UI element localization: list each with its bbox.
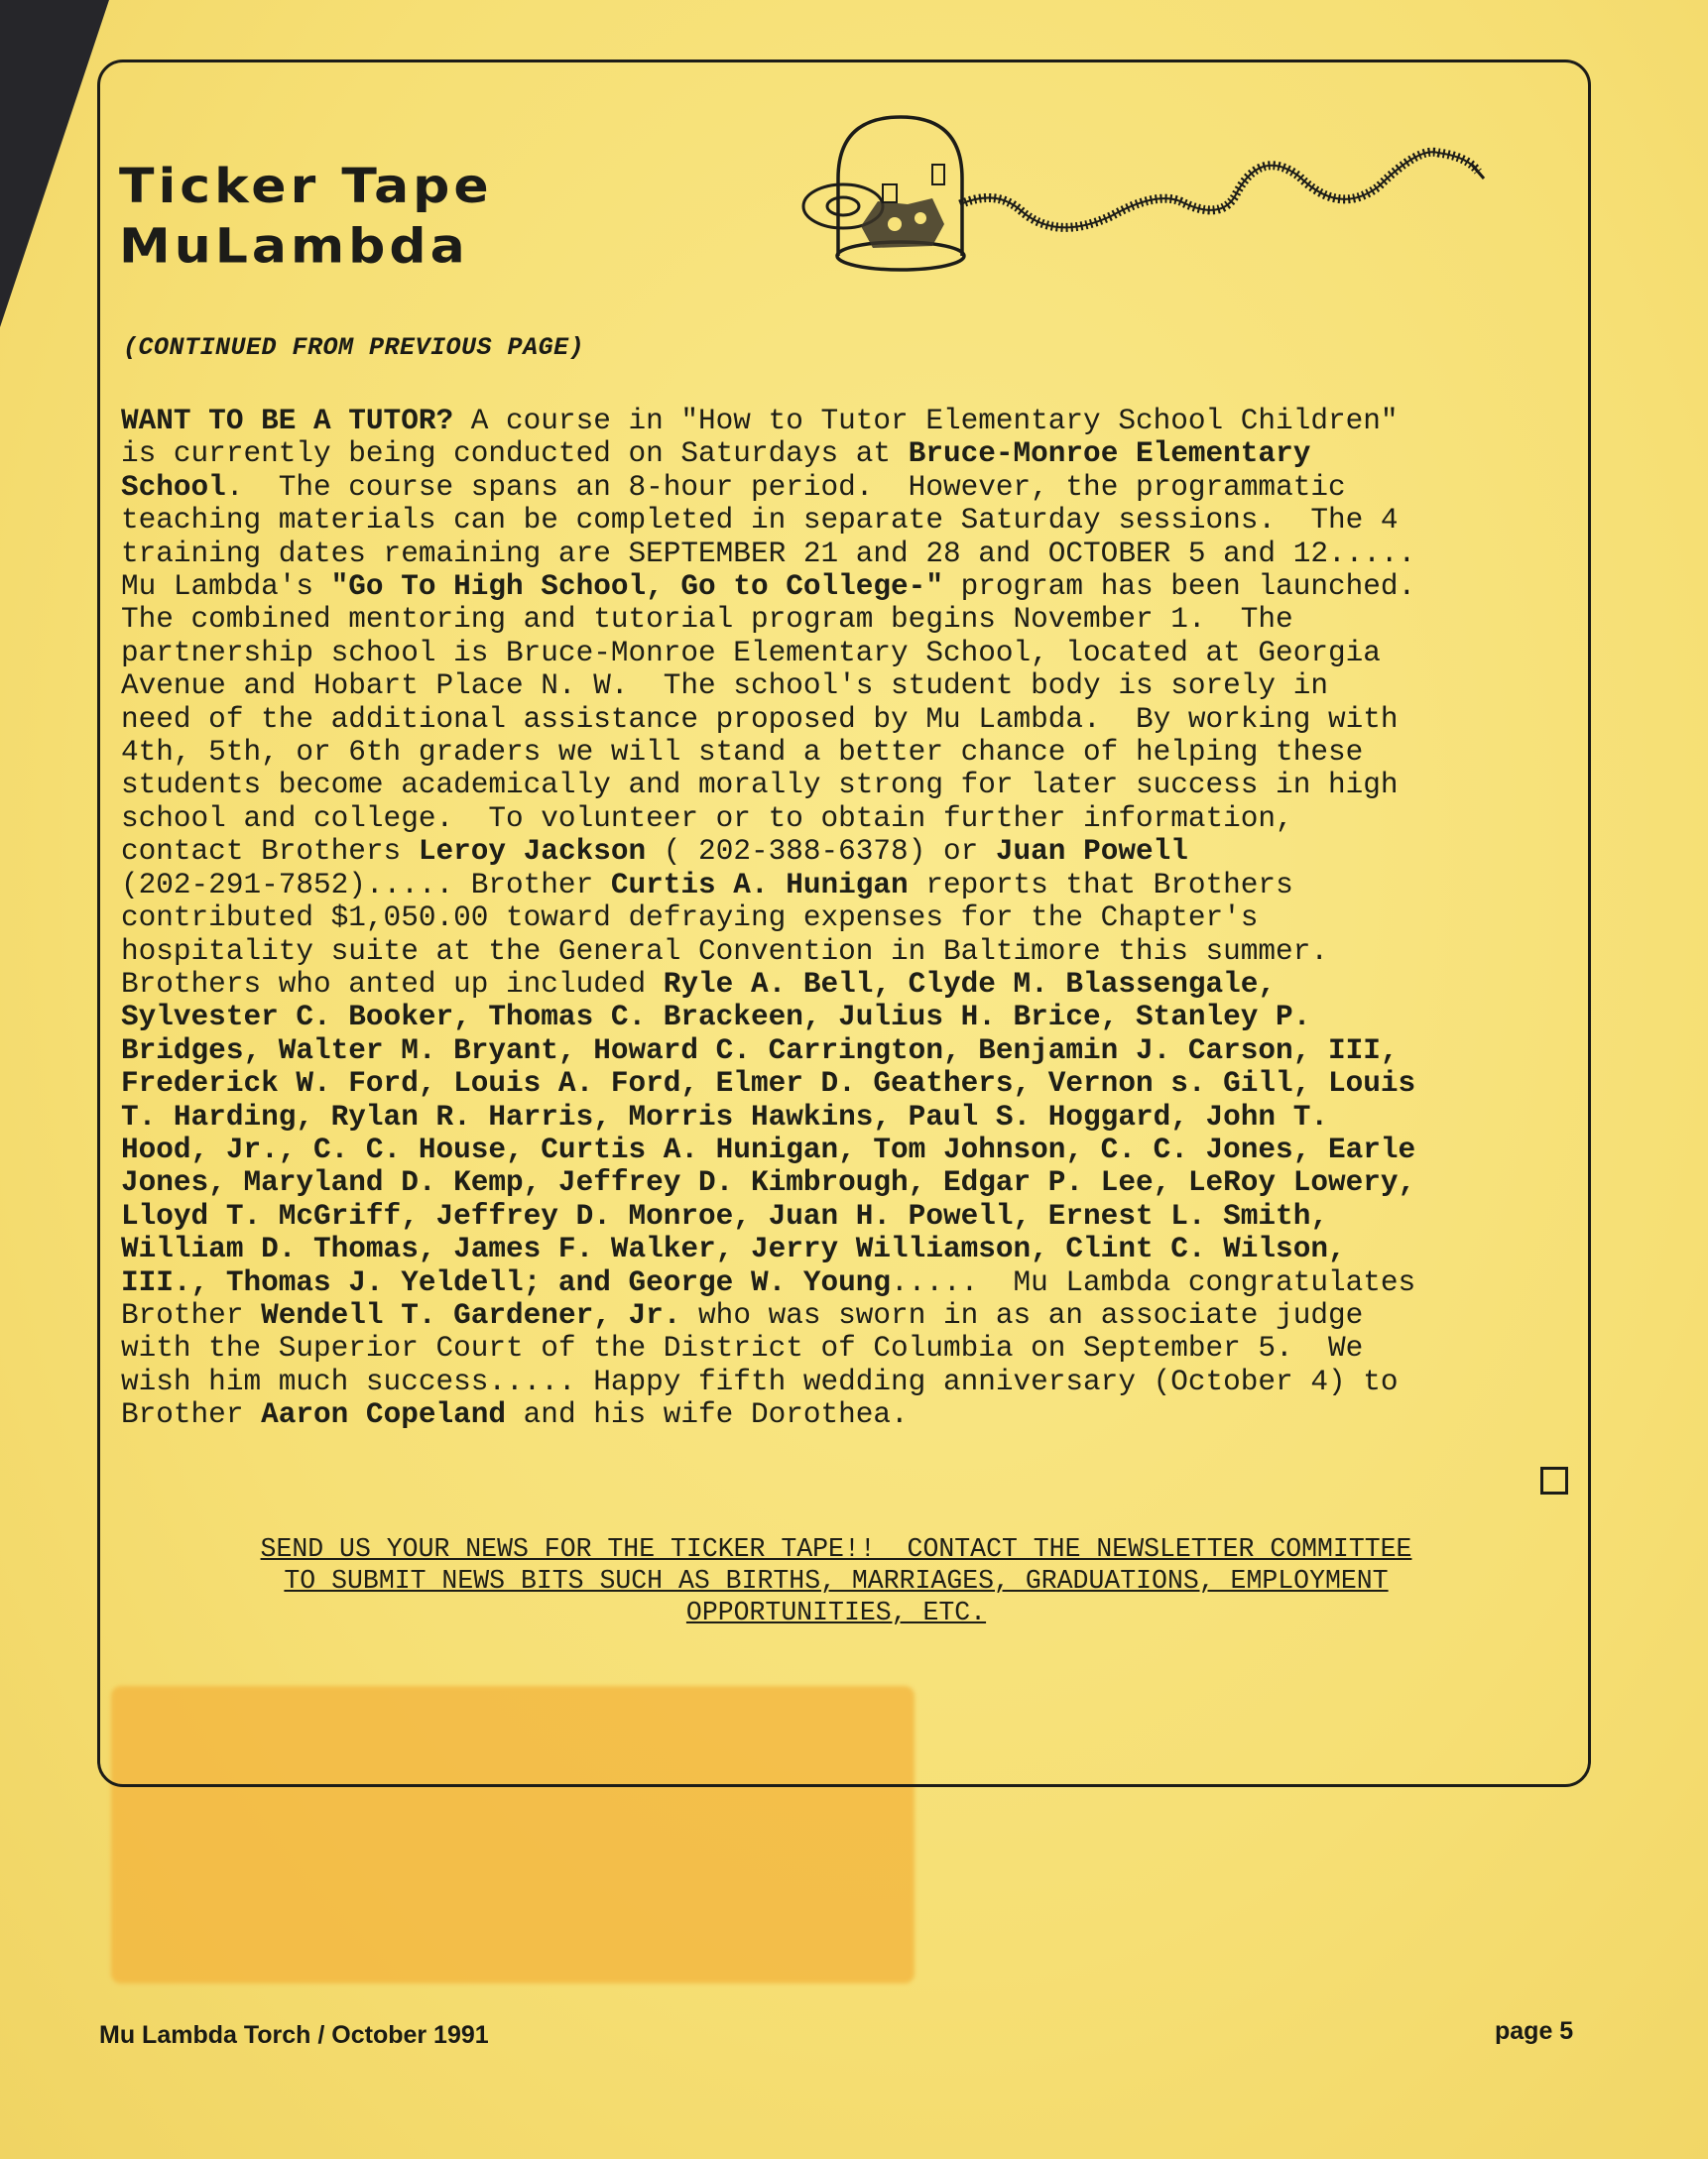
send-news-line: TO SUBMIT NEWS BITS SUCH AS BIRTHS, MARRIAGES, GRADUATIONS, EMPLOYMENT bbox=[284, 1566, 1389, 1596]
bold-text-run: William D. Thomas, James F. Walker, Jerry Williamson, Clint C. Wilson, bbox=[121, 1233, 1346, 1266]
text-run: contributed $1,050.00 toward defraying expenses for the Chapter's bbox=[121, 901, 1259, 935]
bold-text-run: Ryle A. Bell, Clyde M. Blassengale, bbox=[663, 967, 1277, 1001]
bold-text-run: School bbox=[121, 470, 226, 504]
text-run: with the Superior Court of the District of Columbia on September 5. We bbox=[121, 1332, 1364, 1366]
bold-text-run: III., Thomas J. Yeldell; and George W. Young bbox=[121, 1265, 892, 1299]
text-run: Brothers who anted up included bbox=[121, 967, 664, 1001]
text-run: program has been launched. bbox=[942, 570, 1416, 604]
text-run: wish him much success..... Happy fifth wedding anniversary (October 4) to bbox=[121, 1365, 1399, 1398]
article-line bbox=[121, 901, 1569, 934]
bold-text-run: Jones, Maryland D. Kemp, Jeffrey D. Kimbrough, Edgar P. Lee, LeRoy Lowery, bbox=[121, 1166, 1416, 1200]
continued-note: (CONTINUED FROM PREVIOUS PAGE) bbox=[123, 333, 585, 362]
text-run: teaching materials can be completed in separate Saturday sessions. The 4 bbox=[121, 504, 1399, 538]
send-news-notice bbox=[127, 1533, 1545, 1628]
text-run: A course in "How to Tutor Elementary School Children" bbox=[453, 405, 1399, 437]
text-run: reports that Brothers bbox=[908, 868, 1293, 901]
dark-corner-fold bbox=[0, 0, 109, 327]
footer-page-number: page 5 bbox=[1495, 2017, 1574, 2045]
article-line bbox=[121, 835, 1569, 868]
text-run: who was sworn in as an associate judge bbox=[680, 1298, 1364, 1332]
text-run: Mu Lambda's bbox=[121, 570, 331, 604]
text-run: partnership school is Bruce-Monroe Elementary School, located at Georgia bbox=[121, 636, 1381, 669]
footer-publication: Mu Lambda Torch / October 1991 bbox=[99, 2021, 489, 2049]
text-run: and his wife Dorothea. bbox=[506, 1398, 909, 1432]
article-line bbox=[121, 968, 1569, 1001]
bold-text-run: Lloyd T. McGriff, Jeffrey D. Monroe, Juan H. Powell, Ernest L. Smith, bbox=[121, 1199, 1328, 1233]
article-line bbox=[121, 405, 1569, 437]
bold-text-run: T. Harding, Rylan R. Harris, Morris Hawkins, Paul S. Hoggard, John T. bbox=[121, 1100, 1328, 1134]
text-run: hospitality suite at the General Convention in Baltimore this summer. bbox=[121, 934, 1328, 968]
bold-text-run: "Go To High School, Go to College-" bbox=[330, 570, 943, 604]
article-line bbox=[121, 1332, 1569, 1365]
bold-text-run: Wendell T. Gardener, Jr. bbox=[261, 1298, 681, 1332]
text-run: training dates remaining are SEPTEMBER 21 and 28 and OCTOBER 5 and 12..... bbox=[121, 537, 1416, 570]
bold-text-run: Bridges, Walter M. Bryant, Howard C. Carrington, Benjamin J. Carson, III, bbox=[121, 1033, 1399, 1067]
article-line bbox=[121, 736, 1569, 769]
article-line bbox=[121, 935, 1569, 968]
text-run: (202-291-7852)..... Brother bbox=[121, 868, 611, 901]
text-run: The combined mentoring and tutorial program begins November 1. The bbox=[121, 603, 1293, 637]
article-line bbox=[121, 869, 1569, 901]
article-line bbox=[121, 1001, 1569, 1033]
bold-text-run: Juan Powell bbox=[995, 835, 1188, 869]
article-line bbox=[121, 538, 1569, 570]
article-line bbox=[121, 1366, 1569, 1398]
ticker-tape-machine-icon bbox=[784, 107, 1498, 276]
article-line bbox=[121, 1134, 1569, 1166]
article-line bbox=[121, 802, 1569, 835]
text-run: contact Brothers bbox=[121, 835, 419, 869]
article-line bbox=[121, 1233, 1569, 1265]
masthead-line-2: MuLambda bbox=[119, 219, 469, 275]
send-news-line: SEND US YOUR NEWS FOR THE TICKER TAPE!! CONTACT THE NEWSLETTER COMMITTEE bbox=[260, 1534, 1412, 1564]
text-run: Brother bbox=[121, 1398, 262, 1432]
article-line bbox=[121, 471, 1569, 504]
article-line bbox=[121, 570, 1569, 603]
article-line bbox=[121, 1067, 1569, 1100]
article-line bbox=[121, 1034, 1569, 1067]
article-line bbox=[121, 1166, 1569, 1199]
text-run: school and college. To volunteer or to obtain further information, bbox=[121, 801, 1293, 835]
article-line bbox=[121, 1266, 1569, 1299]
bold-text-run: Frederick W. Ford, Louis A. Ford, Elmer D. Geathers, Vernon s. Gill, Louis bbox=[121, 1067, 1416, 1101]
article-line bbox=[121, 669, 1569, 702]
bold-text-run: Sylvester C. Booker, Thomas C. Brackeen, Julius H. Brice, Stanley P. bbox=[121, 1001, 1311, 1034]
article-line bbox=[121, 769, 1569, 801]
bold-text-run: Hood, Jr., C. C. House, Curtis A. Hunigan, Tom Johnson, C. C. Jones, Earle bbox=[121, 1133, 1416, 1166]
article-line bbox=[121, 1101, 1569, 1134]
masthead-line-1: Ticker Tape bbox=[119, 159, 493, 214]
bold-text-run: Bruce-Monroe Elementary bbox=[908, 437, 1311, 471]
text-run: need of the additional assistance proposed by Mu Lambda. By working with bbox=[121, 702, 1399, 736]
text-run: students become academically and morally strong for later success in high bbox=[121, 769, 1399, 802]
article-line bbox=[121, 603, 1569, 636]
text-run: Avenue and Hobart Place N. W. The school's student body is sorely in bbox=[121, 669, 1328, 703]
text-run: Brother bbox=[121, 1298, 262, 1332]
text-run: ..... Mu Lambda congratulates bbox=[891, 1265, 1416, 1299]
bold-text-run: Leroy Jackson bbox=[418, 835, 647, 869]
article-line bbox=[121, 504, 1569, 537]
article-line bbox=[121, 1299, 1569, 1332]
article-line bbox=[121, 637, 1569, 669]
article-line bbox=[121, 1398, 1569, 1431]
send-news-line: OPPORTUNITIES, ETC. bbox=[685, 1598, 987, 1627]
text-run: 4th, 5th, or 6th graders we will stand a better chance of helping these bbox=[121, 736, 1364, 770]
masthead bbox=[119, 157, 493, 277]
text-run: . The course spans an 8-hour period. However, the programmatic bbox=[225, 470, 1346, 504]
bold-text-run: Curtis A. Hunigan bbox=[610, 868, 909, 901]
text-run: ( 202-388-6378) or bbox=[646, 835, 996, 869]
bold-text-run: WANT TO BE A TUTOR? bbox=[121, 405, 454, 437]
article-line bbox=[121, 1200, 1569, 1233]
text-run: is currently being conducted on Saturdays at bbox=[121, 437, 909, 471]
end-of-article-box-icon bbox=[1540, 1467, 1568, 1495]
ticker-tape-article bbox=[121, 405, 1569, 1432]
article-line bbox=[121, 703, 1569, 736]
article-line bbox=[121, 437, 1569, 470]
bold-text-run: Aaron Copeland bbox=[261, 1398, 507, 1432]
